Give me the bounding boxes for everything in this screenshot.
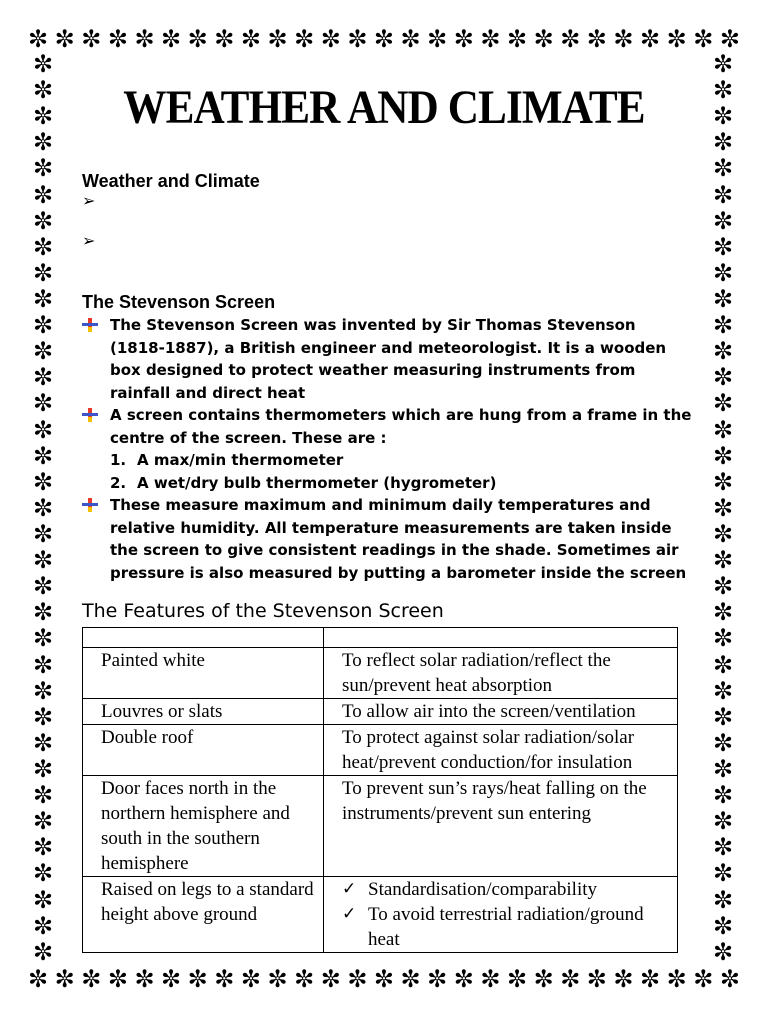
star-ornament-icon: ✼: [712, 911, 734, 940]
star-ornament-icon: ✼: [240, 965, 261, 993]
table-header-cell: [83, 628, 324, 648]
star-ornament-icon: ✼: [712, 102, 734, 131]
table-row: [83, 699, 678, 725]
star-ornament-icon: ✼: [712, 441, 734, 470]
star-ornament-icon: ✼: [712, 180, 734, 209]
star-ornament-icon: ✼: [693, 965, 714, 993]
star-ornament-icon: ✼: [161, 25, 182, 53]
star-ornament-icon: ✼: [453, 25, 474, 53]
star-ornament-icon: ✼: [32, 493, 54, 522]
star-ornament-icon: ✼: [32, 911, 54, 940]
star-ornament-icon: ✼: [32, 76, 54, 105]
star-ornament-icon: ✼: [32, 546, 54, 575]
star-ornament-icon: ✼: [32, 128, 54, 157]
star-ornament-icon: ✼: [32, 232, 54, 261]
star-ornament-icon: ✼: [712, 337, 734, 366]
star-ornament-icon: ✼: [712, 389, 734, 418]
star-ornament-icon: ✼: [640, 965, 661, 993]
stevenson-screen-content: [82, 314, 694, 584]
star-ornament-icon: ✼: [32, 258, 54, 287]
star-border-right: [708, 52, 738, 964]
star-ornament-icon: ✼: [267, 25, 288, 53]
star-ornament-icon: ✼: [32, 180, 54, 209]
star-ornament-icon: ✼: [712, 859, 734, 888]
star-ornament-icon: ✼: [586, 25, 607, 53]
section-heading-stevenson-screen: The Stevenson Screen: [82, 292, 276, 312]
star-ornament-icon: ✼: [134, 965, 155, 993]
star-ornament-icon: ✼: [712, 546, 734, 575]
star-ornament-icon: ✼: [712, 702, 734, 731]
star-ornament-icon: ✼: [400, 965, 421, 993]
star-ornament-icon: ✼: [427, 25, 448, 53]
feature-cell: Raised on legs to a standard height above ground: [83, 877, 324, 953]
star-ornament-icon: ✼: [712, 519, 734, 548]
star-ornament-icon: ✼: [586, 965, 607, 993]
numbered-item: 1. A max/min thermometer: [110, 451, 344, 469]
star-ornament-icon: ✼: [187, 965, 208, 993]
star-ornament-icon: ✼: [373, 25, 395, 53]
star-ornament-icon: ✼: [32, 781, 54, 810]
star-ornament-icon: ✼: [107, 965, 128, 993]
star-ornament-icon: ✼: [267, 965, 288, 993]
list-item: The Stevenson Screen was invented by Sir Thomas Stevenson (1818-1887), a British engineer and meteorologist. It is a wooden box designed to protect weather measuring instruments from rainfall and direct heat: [82, 314, 694, 404]
star-border-left: [28, 52, 58, 964]
star-ornament-icon: ✼: [32, 650, 54, 679]
features-table: [82, 627, 678, 953]
star-ornament-icon: ✼: [666, 25, 687, 53]
star-ornament-icon: ✼: [480, 965, 501, 993]
star-ornament-icon: ✼: [533, 965, 554, 993]
star-ornament-icon: ✼: [32, 885, 54, 914]
star-ornament-icon: ✼: [107, 25, 128, 53]
arrow-bullet-icon: ➢: [82, 191, 96, 210]
reason-cell: To prevent sun’s rays/heat falling on the instruments/prevent sun entering: [324, 776, 678, 877]
star-ornament-icon: ✼: [32, 572, 54, 601]
star-ornament-icon: ✼: [666, 965, 687, 993]
table-header-row: [83, 628, 678, 648]
star-ornament-icon: ✼: [54, 25, 75, 53]
star-ornament-icon: ✼: [28, 965, 49, 993]
star-ornament-icon: ✼: [712, 650, 734, 679]
checkmark-icon: ✓: [342, 879, 357, 899]
star-ornament-icon: ✼: [347, 965, 368, 993]
star-ornament-icon: ✼: [32, 102, 54, 131]
star-ornament-icon: ✼: [712, 415, 734, 444]
check-list-item: ✓ Standardisation/comparability: [342, 879, 598, 900]
star-ornament-icon: ✼: [320, 25, 341, 53]
star-ornament-icon: ✼: [32, 624, 54, 653]
star-border-top: [28, 24, 740, 54]
star-ornament-icon: ✼: [214, 965, 235, 993]
star-ornament-icon: ✼: [32, 702, 54, 731]
feature-cell: Painted white: [83, 648, 324, 699]
star-ornament-icon: ✼: [613, 25, 634, 53]
reason-cell: To protect against solar radiation/solar heat/prevent conduction/for insulation: [324, 725, 678, 776]
star-ornament-icon: ✼: [712, 232, 734, 261]
star-ornament-icon: ✼: [712, 76, 734, 105]
star-ornament-icon: ✼: [32, 519, 54, 548]
star-ornament-icon: ✼: [480, 25, 501, 53]
star-ornament-icon: ✼: [712, 154, 734, 183]
star-ornament-icon: ✼: [712, 624, 734, 653]
star-ornament-icon: ✼: [32, 415, 54, 444]
table-header-cell: [324, 628, 678, 648]
star-ornament-icon: ✼: [32, 337, 54, 366]
checkmark-icon: ✓: [342, 904, 357, 924]
star-ornament-icon: ✼: [712, 754, 734, 783]
star-ornament-icon: ✼: [712, 363, 734, 392]
star-ornament-icon: ✼: [32, 728, 54, 757]
star-ornament-icon: ✼: [28, 25, 49, 53]
star-ornament-icon: ✼: [32, 598, 54, 627]
section-heading-weather-climate: Weather and Climate: [82, 171, 260, 191]
feature-cell: Double roof: [83, 725, 324, 776]
features-heading: The Features of the Stevenson Screen: [82, 600, 444, 622]
star-ornament-icon: ✼: [712, 598, 734, 627]
star-ornament-icon: ✼: [187, 25, 208, 53]
star-ornament-icon: ✼: [712, 807, 734, 836]
reason-cell: [324, 877, 678, 953]
star-ornament-icon: ✼: [32, 441, 54, 470]
star-ornament-icon: ✼: [712, 572, 734, 601]
star-ornament-icon: ✼: [506, 25, 528, 53]
star-ornament-icon: ✼: [214, 25, 235, 53]
star-ornament-icon: ✼: [81, 25, 102, 53]
star-ornament-icon: ✼: [32, 937, 54, 964]
star-ornament-icon: ✼: [640, 25, 661, 53]
reason-cell: To reflect solar radiation/reflect the sun/prevent heat absorption: [324, 648, 678, 699]
reason-cell: To allow air into the screen/ventilation: [324, 699, 678, 725]
star-border-bottom: [28, 964, 740, 994]
star-ornament-icon: ✼: [240, 25, 261, 53]
table-row: [83, 725, 678, 776]
star-ornament-icon: ✼: [533, 25, 554, 53]
star-ornament-icon: ✼: [294, 25, 315, 53]
list-item: These measure maximum and minimum daily temperatures and relative humidity. All temperature measurements are taken inside the screen to give consistent readings in the shade. Sometimes air pressure is also measured by putting a barometer inside the screen: [82, 494, 694, 584]
feature-cell: Door faces north in the northern hemisphere and south in the southern hemisphere: [83, 776, 324, 877]
table-row: [83, 877, 678, 953]
star-ornament-icon: ✼: [712, 728, 734, 757]
star-ornament-icon: ✼: [347, 25, 368, 53]
numbered-item: 2. A wet/dry bulb thermometer (hygrometer): [110, 473, 497, 492]
star-ornament-icon: ✼: [134, 25, 155, 53]
star-ornament-icon: ✼: [719, 965, 740, 993]
star-ornament-icon: ✼: [506, 965, 528, 993]
arrow-bullet-icon: ➢: [82, 231, 96, 250]
star-ornament-icon: ✼: [32, 676, 54, 705]
star-ornament-icon: ✼: [373, 965, 395, 993]
star-ornament-icon: ✼: [32, 206, 54, 235]
star-ornament-icon: ✼: [712, 833, 734, 862]
colored-cross-bullet-icon: [82, 318, 98, 332]
list-item: A screen contains thermometers which are hung from a frame in the centre of the screen. These are :: [82, 404, 694, 449]
colored-cross-bullet-icon: [82, 408, 98, 422]
star-ornament-icon: ✼: [712, 467, 734, 496]
star-ornament-icon: ✼: [712, 781, 734, 810]
star-ornament-icon: ✼: [613, 965, 634, 993]
star-ornament-icon: ✼: [32, 833, 54, 862]
star-ornament-icon: ✼: [32, 807, 54, 836]
star-ornament-icon: ✼: [453, 965, 474, 993]
star-ornament-icon: ✼: [712, 676, 734, 705]
page-title: WEATHER AND CLIMATE: [123, 81, 645, 134]
star-ornament-icon: ✼: [712, 885, 734, 914]
star-ornament-icon: ✼: [560, 965, 581, 993]
star-ornament-icon: ✼: [712, 206, 734, 235]
star-ornament-icon: ✼: [81, 965, 102, 993]
star-ornament-icon: ✼: [320, 965, 341, 993]
star-ornament-icon: ✼: [712, 311, 734, 340]
star-ornament-icon: ✼: [712, 937, 734, 964]
star-ornament-icon: ✼: [712, 128, 734, 157]
feature-cell: Louvres or slats: [83, 699, 324, 725]
star-ornament-icon: ✼: [32, 311, 54, 340]
star-ornament-icon: ✼: [32, 52, 54, 78]
star-ornament-icon: ✼: [712, 493, 734, 522]
star-ornament-icon: ✼: [54, 965, 75, 993]
star-ornament-icon: ✼: [32, 467, 54, 496]
star-ornament-icon: ✼: [427, 965, 448, 993]
table-row: [83, 648, 678, 699]
star-ornament-icon: ✼: [712, 284, 734, 313]
colored-cross-bullet-icon: [82, 498, 98, 512]
star-ornament-icon: ✼: [400, 25, 421, 53]
star-ornament-icon: ✼: [161, 965, 182, 993]
star-ornament-icon: ✼: [719, 25, 740, 53]
check-list-item: ✓ To avoid terrestrial radiation/ground heat: [342, 904, 644, 950]
star-ornament-icon: ✼: [693, 25, 714, 53]
star-ornament-icon: ✼: [32, 284, 54, 313]
star-ornament-icon: ✼: [294, 965, 315, 993]
star-ornament-icon: ✼: [712, 52, 734, 78]
star-ornament-icon: ✼: [32, 154, 54, 183]
star-ornament-icon: ✼: [32, 363, 54, 392]
star-ornament-icon: ✼: [32, 754, 54, 783]
star-ornament-icon: ✼: [32, 859, 54, 888]
star-ornament-icon: ✼: [560, 25, 581, 53]
star-ornament-icon: ✼: [712, 258, 734, 287]
table-row: [83, 776, 678, 877]
star-ornament-icon: ✼: [32, 389, 54, 418]
